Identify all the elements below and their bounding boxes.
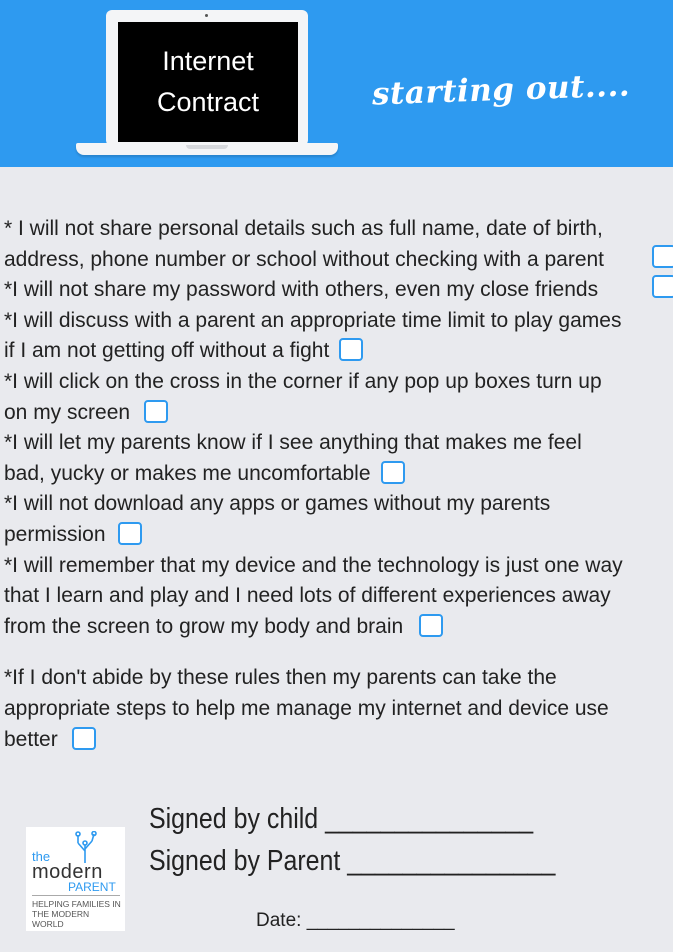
logo-divider	[32, 895, 120, 896]
checkbox-rule-8[interactable]	[72, 727, 96, 750]
rules-list	[4, 214, 669, 755]
checkbox-rule-1[interactable]	[652, 245, 673, 268]
rule-8	[4, 725, 669, 756]
logo-modern: modern	[32, 861, 103, 883]
logo-parent: PARENT	[68, 880, 116, 894]
rule-6	[4, 520, 669, 551]
rule-3-line-1: *I will discuss with a parent an appropriate time limit to play games	[4, 308, 622, 332]
rule-1	[4, 245, 669, 276]
checkbox-rule-4[interactable]	[144, 400, 168, 423]
rule-3-line-2: if I am not getting off without a fight	[4, 339, 330, 363]
date-line[interactable]: Date: ______________	[256, 910, 455, 931]
rule-3	[4, 336, 669, 367]
checkbox-rule-7[interactable]	[419, 614, 443, 637]
modern-parent-logo	[26, 827, 125, 931]
signature-block	[149, 798, 621, 882]
tagline: starting out....	[371, 67, 631, 113]
rule-8-line-2: appropriate steps to help me manage my internet and device use	[4, 696, 609, 720]
rule-4	[4, 398, 669, 429]
rule-2	[4, 275, 669, 306]
checkbox-rule-2[interactable]	[652, 275, 673, 298]
rule-7-line-2: that I learn and play and I need lots of different experiences away	[4, 584, 611, 608]
rule-5	[4, 459, 669, 490]
title-line-2: Contract	[156, 87, 260, 117]
rule-5-line-1: *I will let my parents know if I see anything that makes me feel	[4, 431, 582, 455]
rule-5-line-2: bad, yucky or makes me uncomfortable	[4, 461, 371, 485]
rule-4-line-1: *I will click on the cross in the corner if any pop up boxes turn up	[4, 369, 602, 393]
rule-8-line-1: *If I don't abide by these rules then my parents can take the	[4, 666, 557, 690]
tree-logo-icon	[70, 831, 100, 863]
logo-the: the	[32, 849, 51, 864]
rule-6-line-2: permission	[4, 522, 106, 546]
checkbox-rule-3[interactable]	[339, 338, 363, 361]
rule-6-line-1: *I will not download any apps or games without my parents	[4, 492, 551, 516]
rule-1-line-2: address, phone number or school without checking with a parent	[4, 247, 605, 271]
laptop-camera	[205, 14, 208, 17]
logo-tagline: HELPING FAMILIES IN THE MODERN WORLD	[32, 899, 121, 929]
child-signature-line[interactable]: Signed by child _______________	[149, 803, 534, 835]
checkbox-rule-6[interactable]	[118, 522, 142, 545]
laptop-notch	[186, 145, 228, 149]
parent-signature-line[interactable]: Signed by Parent _______________	[149, 845, 556, 877]
rule-4-line-2: on my screen	[4, 400, 131, 424]
rule-7	[4, 612, 669, 643]
rule-7-line-1: *I will remember that my device and the technology is just one way	[4, 553, 623, 577]
rule-7-line-3: from the screen to grow my body and brain	[4, 614, 404, 638]
rule-2-text: *I will not share my password with others, even my close friends	[4, 278, 599, 302]
title-line-1: Internet	[162, 46, 254, 76]
checkbox-rule-5[interactable]	[381, 461, 405, 484]
rule-8-line-3: better	[4, 727, 58, 751]
laptop-display	[118, 22, 298, 142]
rule-1-line-1: * I will not share personal details such as full name, date of birth,	[4, 217, 603, 240]
